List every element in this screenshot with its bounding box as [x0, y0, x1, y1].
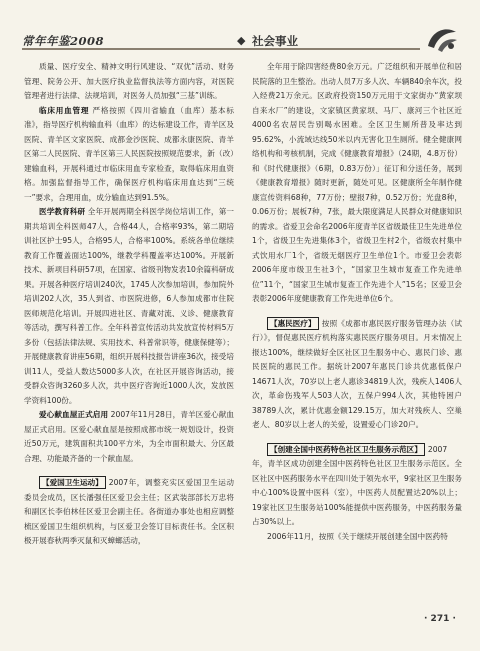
section-tag: 【爱国卫生运动】 [39, 476, 106, 489]
subsection-heading: 临床用血管理 [39, 105, 90, 115]
header-rule [22, 48, 420, 50]
paragraph [24, 205, 234, 408]
paragraph [252, 317, 462, 433]
paragraph: 2006年11月，按照《关于继续开展创建全国中医药特 [267, 531, 448, 541]
section-title: 社会事业 [252, 34, 298, 48]
paragraph [252, 443, 462, 530]
paragraph-text: 2007年，青羊区成功创建全国中医药特色社区卫生服务示范区。全区社区中医药服务水平在四川处于领先水平，9家社区卫生服务中心100%设置中医科（室），中医药人员配置达20%以上；19家社区卫生服务站100%能提供中医药服务，中医药服务量占30%以上。 [252, 444, 462, 526]
paragraph [24, 408, 234, 466]
subsection-heading: 爱心献血屋正式启用 [39, 410, 109, 419]
paragraph: 全年用于除四害经费80余万元。广泛组织和开展单位和居民院落的卫生整治。出动人员7万多人次、车辆840余车次，投入经费21万余元。区政府投资150万元用于文家街办“黄家坝自来水厂”的建设，文家镇区黄家坝、马厂、康河三个社区近4000名农居民告别喝水困难。全区卫生厕所普及率达到95.62%，小流域达线50米以内无害化卫生厕所。健全健康网络机构和考核机制，完成《健康教育增报》（24期，4.8万份）和《时代健康报》（6期，0.83万份）」征订和分送任务，展到《健康教育增报》随时更新，随处可见。区健康所全年制作健康宣传资料68种，77万份；壁报7种，0.52万份；光盘8种，0.06万份；展板7种，7张，最大限度满足人民群众对健康知识的需求。省爱卫会命名2006年度青羊区省级最佳卫生先进单位1个，省级卫生先进集体3个，省级卫生村2个，省级农村集中式饮用水厂1个，省级无烟医疗卫生单位1个。市爱卫会表彰2006年度市级卫生社3个，“国家卫生城市复查工作先进单位”11个，“国家卫生城市复查工作先进个人”15名；区爱卫会表彰2006年度健康教育工作先进单位6个。 [252, 62, 462, 303]
right-column [252, 60, 462, 544]
left-column [24, 60, 234, 549]
paragraph-text: 严格按照《四川省输血（血库）基本标准》，指导医疗机构输血科（血库）的达标建设工作，青羊区及医院、青羊区文家医院、成都金沙医院、成都永康医院、青羊区第二人民医院、青羊区第三人民医院按照规范要求，新（改）建输血科，开展科通过市临床用血专家检查，取得临床用血资格。加强监督指导工作，确保医疗机构临床用血达到“三统一”要求，合理用血，成分输血达到91.5%。 [24, 105, 235, 202]
paragraph-text: 2007年11月28日，青羊区爱心献血屋正式启用。区爱心献血屋是按照成都市统一规划设计，投资近50万元，建筑面积共100平方米，为全市面积最大、分区最合理、功能最齐备的一个献血屋。 [24, 410, 235, 463]
page-header [0, 0, 480, 48]
yearbook-logo-icon [424, 24, 460, 54]
yearbook-title: 常年年鉴2008 [22, 34, 105, 48]
paragraph [24, 476, 234, 549]
diamond-bullet-icon: ◆ [237, 34, 246, 47]
section-tag: 【惠民医疗】 [267, 317, 319, 330]
subsection-heading: 医学教育科研 [39, 207, 86, 216]
page-number: · 271 · [424, 614, 456, 624]
paragraph [24, 104, 234, 206]
paragraph: 质量、医疗安全、精神文明行风建设、“双优”活动、财务管理、院务公开、加大医疗执业监督执法等方面内容，对医院管理者进行法律、法规培训，对医务人员加强“三基”训练。 [24, 62, 234, 100]
paragraph-text: 按照《成都市惠民医疗服务管理办法（试行）》，督促惠民医疗机构落实惠民医疗服务项目。月末情况上报达100%，继续做好全区社区卫生服务中心、惠民门诊、惠民医院的惠民工作。据统计2007年惠民门诊共优惠低保户14671人次，70岁以上老人惠诊34819人次，残疾人1406人次，革命伤残军人503人次，五保户994人次，其他特困户38789人次，累计优惠金额129.15万，加大对残疾人、空巢老人、80岁以上老人的关爱，设置爱心门诊20户。 [252, 318, 462, 429]
section-tag: 【创建全国中医药特色社区卫生服务示范区】 [267, 443, 425, 456]
paragraph-text: 全年开展两期全科医学岗位培训工作，第一期共培训全科医师47人，合格44人，合格率93%，第二期培训社区护士95人，合格95人，合格率100%。系统各单位继续教育工作覆盖面达100%，继教学科覆盖率达100%。开展新技术、新项目科研57项，在国家、省级刊物发表10余篇科研成果。开展各种医疗培训240次，1745人次参加培训，参加院外培训202人次，35人到省、市医院进修，6人参加成都市住院医师规范化培训。开展四进社区、青藏对流、义诊、健康教育等活动，撰写科普工作。全年科普宣传活动共发放宣传材料5万多份（包括法律法规、实用技术、科普常识等，健康保健等）；开展健康教育讲座56期，组织开展科技报告讲座36次，接受培训11人，受益人数达5000多人次，在社区开展咨询活动，接受群众咨询3260多人次，共中医疗咨询近1000人次，发放医学资料100份。 [24, 207, 234, 405]
paragraph-text: 2007年，调整充实区爱国卫生运动委员会成员，区长潘强任区爱卫会主任；区武装部部长万忠将和副区长李伯林任区爱卫会副主任。各街道办事处也相应调整梳区爱国卫生组织机构，与区爱卫会签订目标责任书。全区积极开展春秋两季灭鼠和灭蟑螂活动， [24, 478, 234, 545]
